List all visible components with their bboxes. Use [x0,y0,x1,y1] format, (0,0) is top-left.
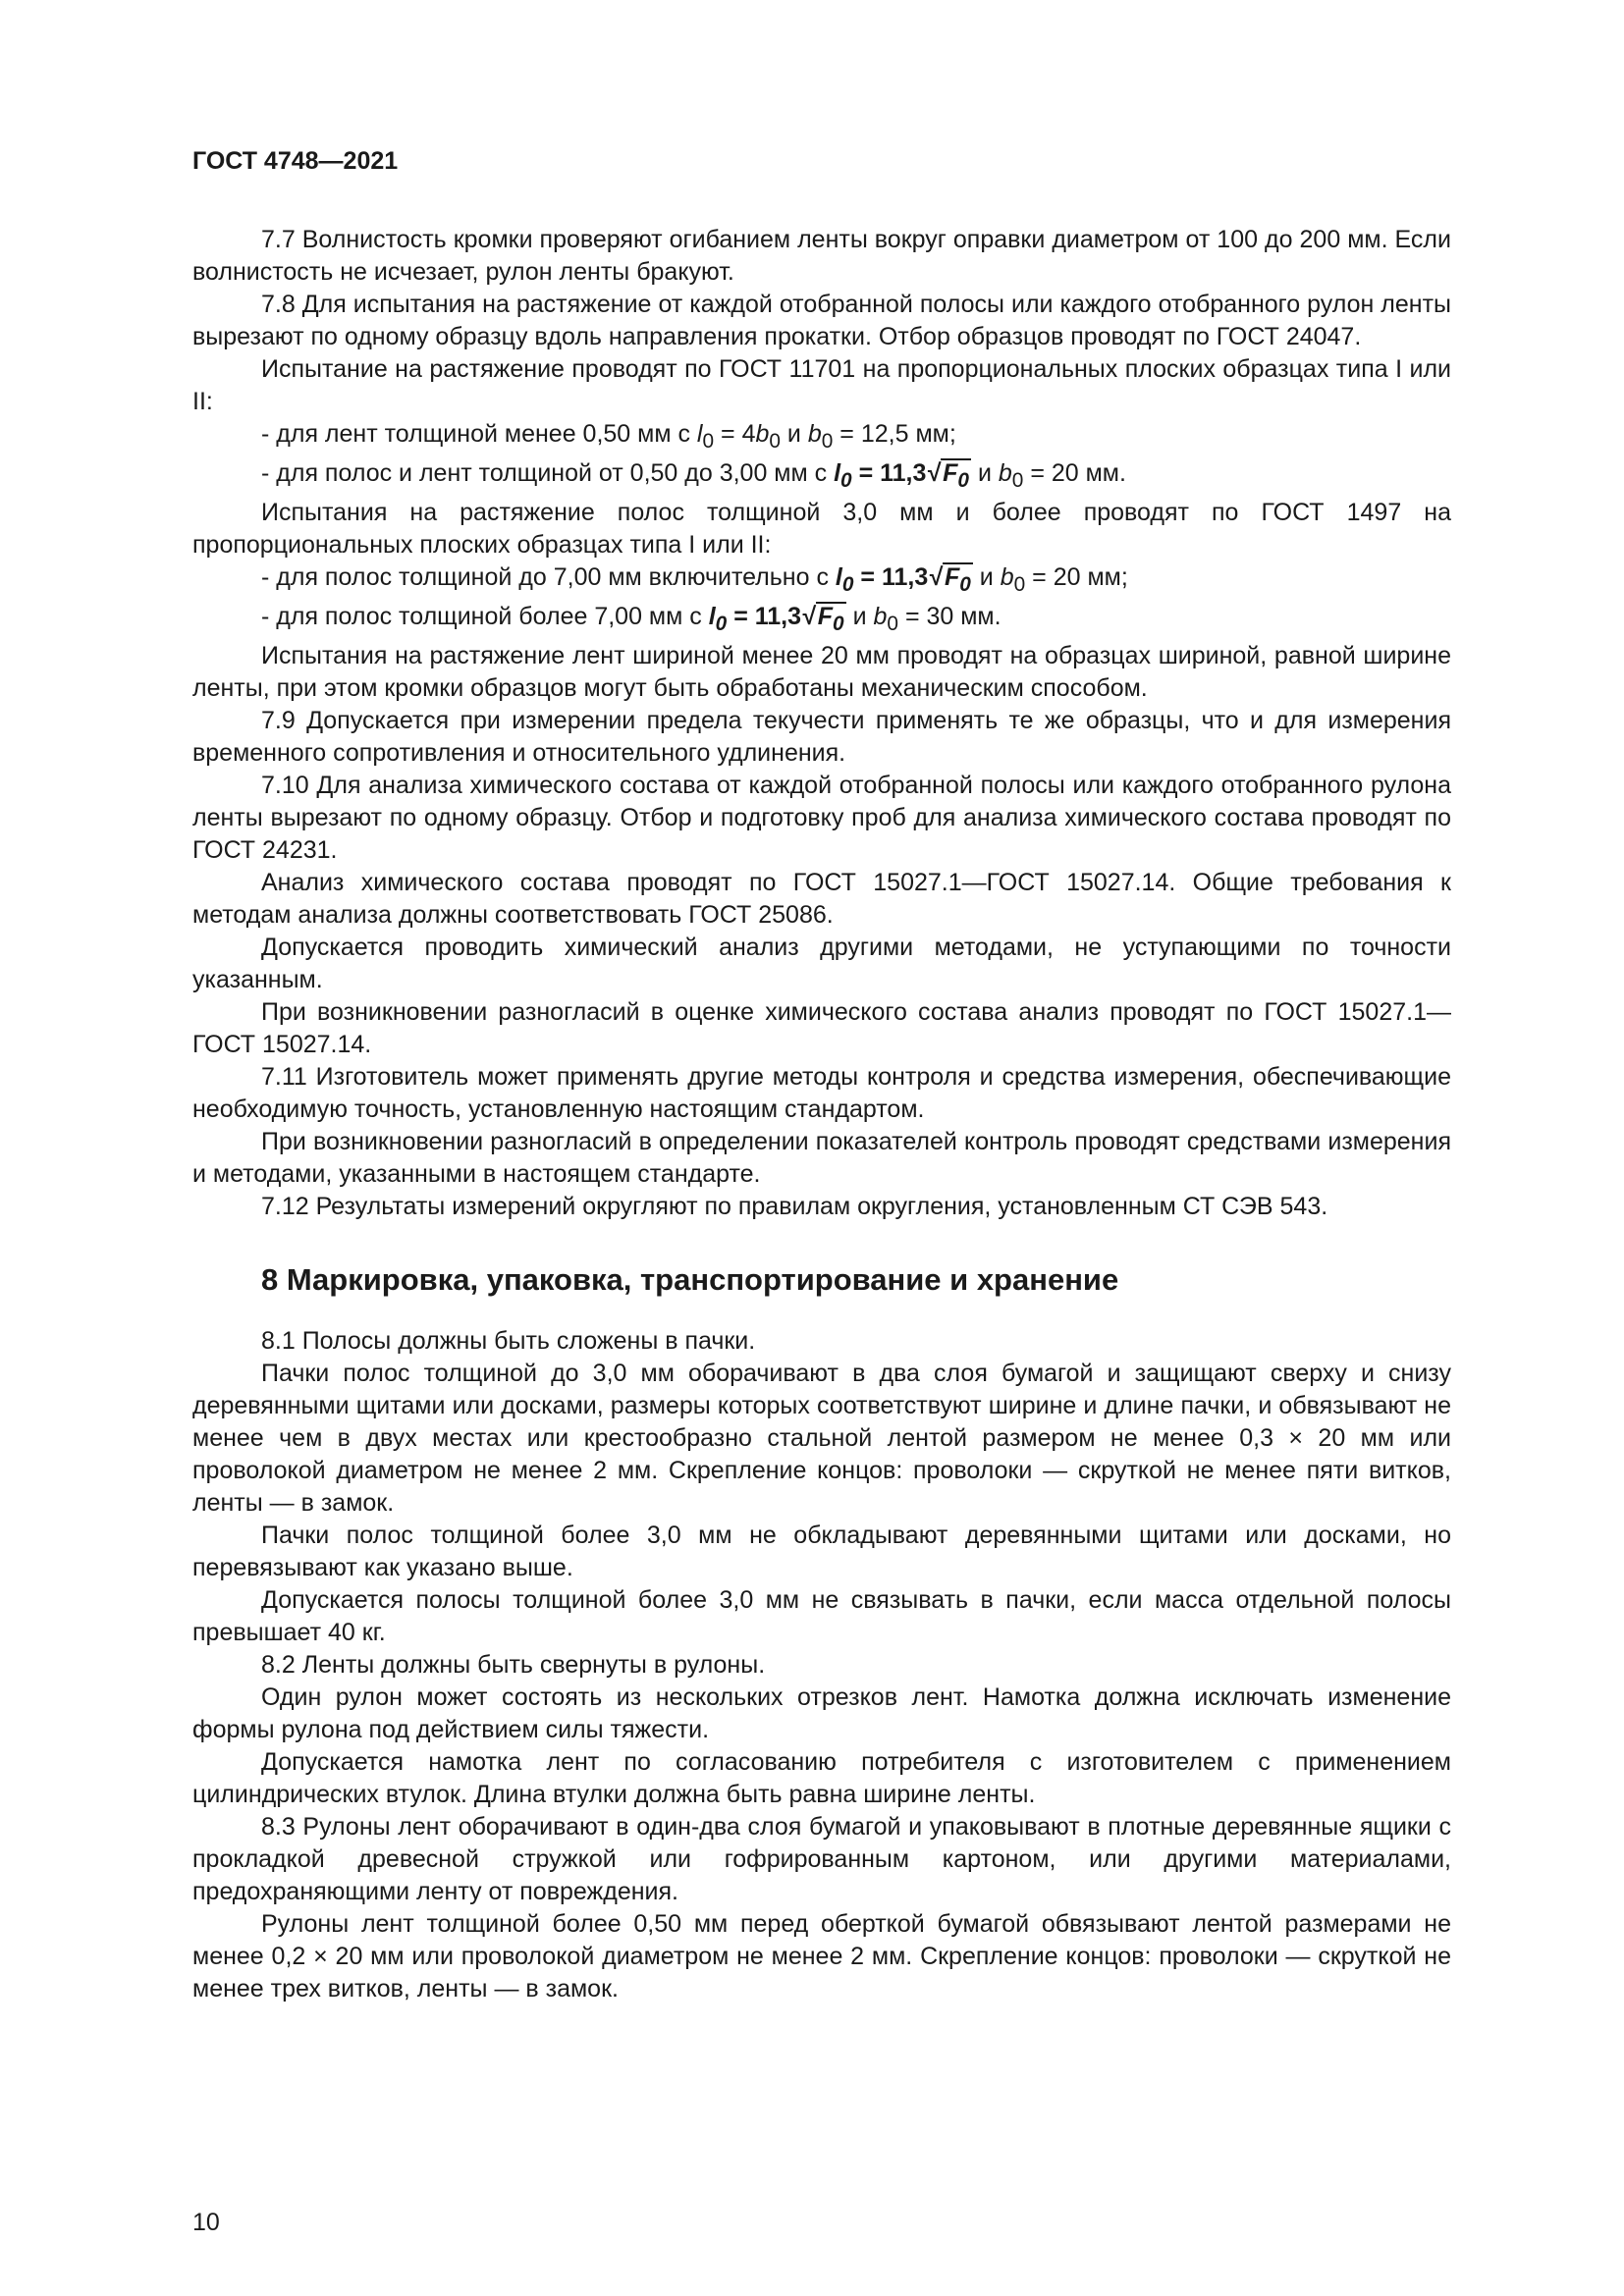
paragraph-gost-1497: Испытания на растяжение полос толщиной 3,0 мм и более проводят по ГОСТ 1497 на пропорциональных плоских образцах типа I или II: [192,499,1451,559]
formula-l0: $l_0 = 11,3√$ $F_0$ [708,603,844,635]
paragraph-roll-binding: Рулоны лент толщиной более 0,50 мм перед оберткой бумагой обвязывают лентой размерами не менее 0,2 × 20 мм или проволокой диаметром не менее 2 мм. Скрепление концов: проволоки — скруткой не менее трех витков, ленты — в замок. [192,1910,1451,2002]
document-header: ГОСТ 4748—2021 [192,147,399,175]
paragraph-packs-under-3: Пачки полос толщиной до 3,0 мм оборачивают в два слоя бумагой и защищают сверху и снизу деревянными щитами или досками, размеры которых соответствуют ширине и длине пачки, и обвязывают не менее чем в двух местах или крестообразно стальной лентой размером не менее 0,3 × 20 мм или проволокой диаметром не менее 2 мм. Скрепление концов: проволоки — скруткой не менее пяти витков, ленты — в замок. [192,1360,1451,1517]
formula-l0: $l_0 = 11,3√$ $F_0$ [835,563,971,596]
paragraph-roll-segments: Один рулон может состоять из нескольких отрезков лент. Намотка должна исключать изменение формы рулона под действием силы тяжести. [192,1683,1451,1743]
paragraph-packs-over-3: Пачки полос толщиной более 3,0 мм не обкладывают деревянными щитами или досками, но перевязывают как указано выше. [192,1522,1451,1581]
paragraph-other-methods: Допускается проводить химический анализ другими методами, не уступающими по точности указанным. [192,934,1451,993]
paragraph-narrow-strips: Испытания на растяжение лент шириной менее 20 мм проводят на образцах шириной, равной ширине ленты, при этом кромки образцов могут быть обработаны механическим способом. [192,642,1451,702]
paragraph-7-11: 7.11 Изготовитель может применять другие методы контроля и средства измерения, обеспечивающие необходимую точность, установленную настоящим стандартом. [192,1063,1451,1123]
paragraph-7-8: 7.8 Для испытания на растяжение от каждой отобранной полосы или каждого отобранного рулон ленты вырезают по одному образцу вдоль направления прокатки. Отбор образцов проводят по ГОСТ 24047. [192,291,1451,350]
paragraph-7-10: 7.10 Для анализа химического состава от каждой отобранной полосы или каждого отобранного рулона ленты вырезают по одному образцу. Отбор и подготовку проб для анализа химического состава проводят по ГОСТ 24231. [192,772,1451,864]
paragraph-8-3: 8.3 Рулоны лент оборачивают в один-два слоя бумагой и упаковывают в плотные деревянные ящики с прокладкой древесной стружкой или гофрированным картоном, или другими материалами, предохраняющими ленту от повреждения. [192,1813,1451,1905]
paragraph-7-9: 7.9 Допускается при измерении предела текучести применять те же образцы, что и для измерения временного сопротивления и относительного удлинения. [192,707,1451,767]
paragraph-7-7: 7.7 Волнистость кромки проверяют огибанием ленты вокруг оправки диаметром от 100 до 200 мм. Если волнистость не исчезает, рулон ленты бракуют. [192,226,1451,286]
list-item-050-to-300: - для полос и лент толщиной от 0,50 до 3,00 мм с $l_0 = 11,3√$ $F_0$ и $b_0 = 20$ мм. [261,459,1126,492]
paragraph-chem-analysis: Анализ химического состава проводят по ГОСТ 15027.1—ГОСТ 15027.14. Общие требования к методам анализа должны соответствовать ГОСТ 25086. [192,869,1451,929]
list-item-strips-under-050: - для лент толщиной менее 0,50 мм с $l_0 = 4b_0$ и $b_0 = 12,5$ мм; [261,420,956,453]
paragraph-sleeves: Допускается намотка лент по согласованию потребителя с изготовителем с применением цилиндрических втулок. Длина втулки должна быть равна ширине ленты. [192,1748,1451,1808]
paragraph-tensile-test: Испытание на растяжение проводят по ГОСТ 11701 на пропорциональных плоских образцах типа I или II: [192,355,1451,415]
paragraph-disagreements-control: При возникновении разногласий в определении показателей контроль проводят средствами измерения и методами, указанными в настоящем стандарте. [192,1128,1451,1188]
page-number: 10 [192,2209,220,2236]
paragraph-7-12: 7.12 Результаты измерений округляют по правилам округления, установленным СТ СЭВ 543. [261,1193,1328,1220]
paragraph-8-2: 8.2 Ленты должны быть свернуты в рулоны. [261,1651,766,1679]
paragraph-no-bundling: Допускается полосы толщиной более 3,0 мм не связывать в пачки, если масса отдельной полосы превышает 40 кг. [192,1586,1451,1646]
paragraph-disagreements-chem: При возникновении разногласий в оценке химического состава анализ проводят по ГОСТ 15027.1—ГОСТ 15027.14. [192,998,1451,1058]
list-item-up-to-700: - для полос толщиной до 7,00 мм включительно с $l_0 = 11,3√$ $F_0$ и $b_0 = 20$ мм; [261,563,1128,596]
list-item-over-700: - для полос толщиной более 7,00 мм с $l_0 = 11,3√$ $F_0$ и $b_0 = 30$ мм. [261,603,1001,635]
paragraph-8-1: 8.1 Полосы должны быть сложены в пачки. [261,1327,756,1355]
section-8-title: 8 Маркировка, упаковка, транспортирование и хранение [261,1262,1119,1297]
formula-l0: $l_0 = 11,3√$ $F_0$ [834,459,970,492]
document-body [192,224,1451,2005]
